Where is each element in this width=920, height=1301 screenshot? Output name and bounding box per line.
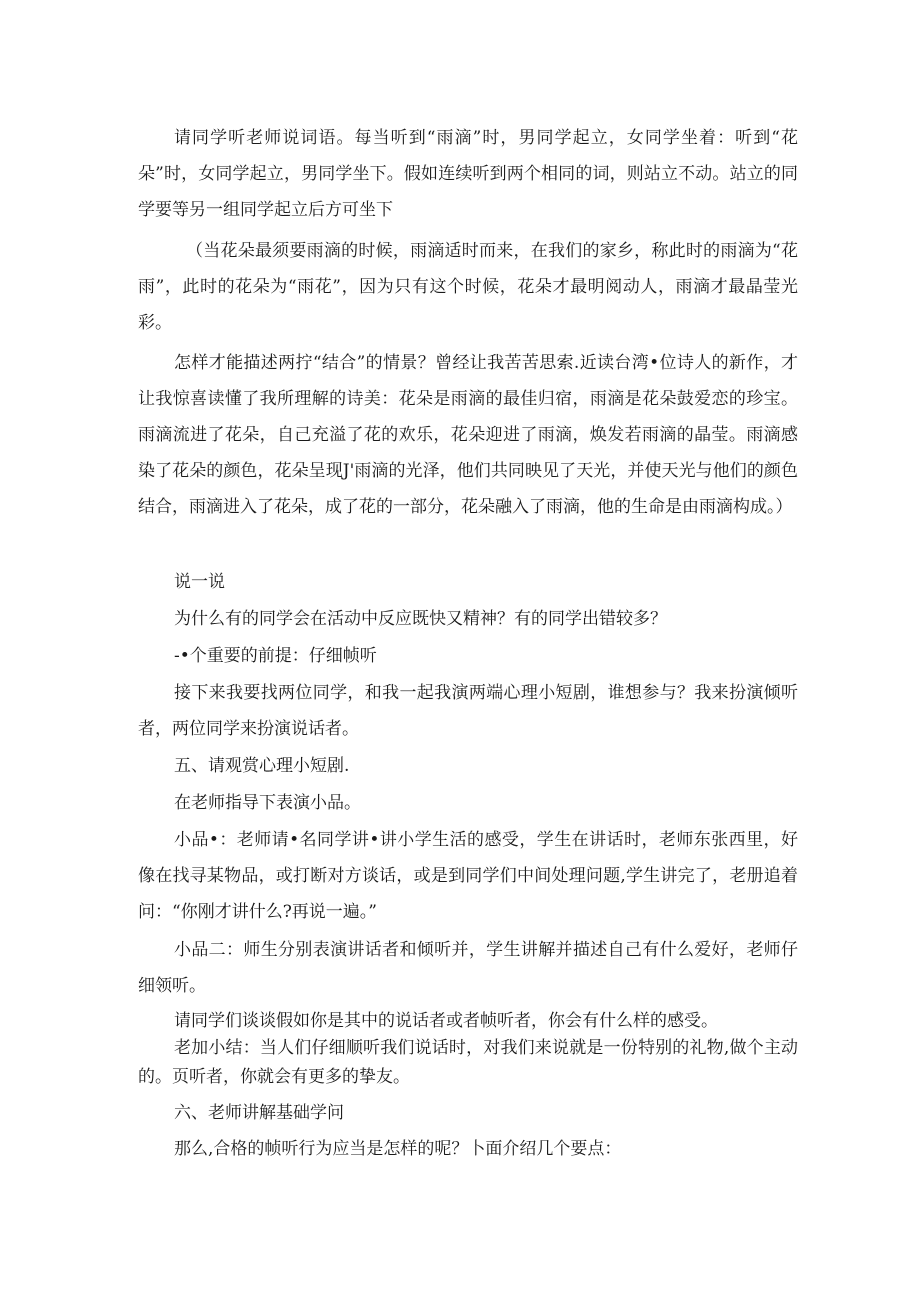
heading-section-five: 五、请观赏心理小短剧.	[174, 756, 350, 776]
paragraph-flower-rain: （当花朵最须要雨滴的时候，雨滴适时而来，在我们的家乡，称此时的雨滴为“花雨”，此时的花朵为“雨花”，因为只有这个时候，花朵才最明阅动人，雨滴才最晶莹光彩。	[138, 241, 798, 333]
paragraph-key-points: 那么,合格的帧听行为应当是怎样的呢？卜面介绍几个要点：	[174, 1139, 622, 1159]
paragraph-summary: 老加小结：当人们仔细顺听我们说话时，对我们来说就是一份特别的礼物,做个主动的。页听者，你就会有更多的挚友。	[138, 1038, 798, 1087]
heading-section-six: 六、老师讲解基础学问	[174, 1103, 344, 1123]
paragraph-question: 为什么有的同学会在活动中反应既快又精神？有的同学出错较多？	[174, 609, 667, 629]
paragraph-premise: -•个重要的前提：仔细帧听	[174, 646, 377, 666]
paragraph-discussion: 请同学们谈谈假如你是其中的说话者或者帧听者，你会有什么样的感受。	[174, 1011, 718, 1031]
paragraph-skit-two: 小品二：师生分别表演讲话者和倾听并，学生讲解并描述自己有什么爱好，老师仔细领听。	[138, 940, 798, 996]
paragraph-skit-intro: 接下来我要找两位同学，和我一起我演两端心理小短剧，谁想参与？我来扮演倾听者，两位同学来扮演说话者。	[138, 683, 798, 739]
paragraph-guidance: 在老师指导下表演小品。	[174, 793, 361, 813]
paragraph-rules: 请同学听老师说词语。每当听到“雨滴”时，男同学起立，女同学坐着：听到“花朵”时，女同学起立，男同学坐下。假如连续听到两个相同的词，则站立不动。站立的同学要等另一组同学起立后方可坐下	[138, 128, 798, 220]
paragraph-poem: 怎样才能描述两拧“结合”的情景？曾经让我苦苦思索.近读台湾•位诗人的新作，才让我惊喜读懂了我所理解的诗美：花朵是雨滴的最佳归宿，雨滴是花朵鼓爱恋的珍宝。雨滴流进了花朵，自己充溢了花的欢乐，花朵迎进了雨滴，焕发若雨滴的晶莹。雨滴感染了花朵的颜色，花朵呈现J'雨滴的光泽，他们共同映见了天光，并使天光与他们的颜色结合，雨滴进入了花朵，成了花的一部分，花朵融入了雨滴，他的生命是由雨滴构成。）	[138, 353, 798, 517]
paragraph-skit-one: 小品•：老师请•名同学讲•讲小学生活的感受，学生在讲话时，老师东张西里，好像在找寻某物品，或打断对方谈话，或是到同学们中间处理问题,学生讲完了，老册追着问：“你刚才讲什么?再说一遍。”	[138, 830, 798, 922]
heading-talk: 说一说	[174, 572, 225, 592]
